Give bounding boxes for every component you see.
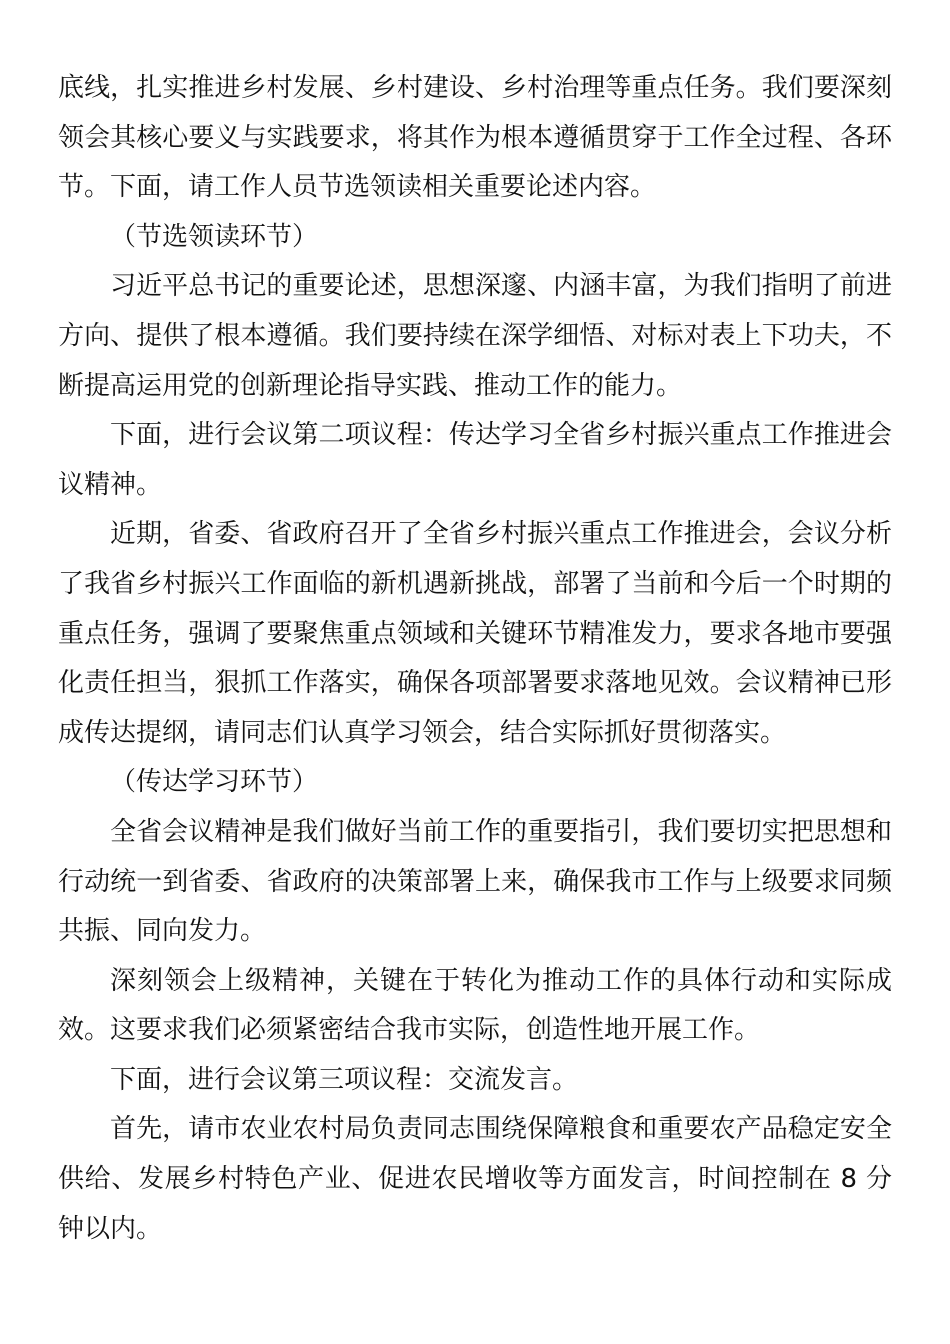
document-body	[58, 64, 892, 1254]
paragraph: 首先，请市农业农村局负责同志围绕保障粮食和重要农产品稳定安全供给、发展乡村特色产业、促进农民增收等方面发言，时间控制在 8 分钟以内。	[58, 1114, 892, 1244]
paragraph: 习近平总书记的重要论述，思想深邃、内涵丰富，为我们指明了前进方向、提供了根本遵循。我们要持续在深学细悟、对标对表上下功夫，不断提高运用党的创新理论指导实践、推动工作的能力。	[58, 271, 892, 401]
paragraph-continuation: 底线，扎实推进乡村发展、乡村建设、乡村治理等重点任务。我们要深刻领会其核心要义与实践要求，将其作为根本遵循贯穿于工作全过程、各环节。下面，请工作人员节选领读相关重要论述内容。	[58, 73, 892, 203]
paragraph: 全省会议精神是我们做好当前工作的重要指引，我们要切实把思想和行动统一到省委、省政府的决策部署上来，确保我市工作与上级要求同频共振、同向发力。	[58, 816, 892, 947]
section-note-study: （传达学习环节）	[110, 767, 319, 798]
agenda-item-two: 下面，进行会议第二项议程：传达学习全省乡村振兴重点工作推进会议精神。	[58, 420, 892, 500]
paragraph: 近期，省委、省政府召开了全省乡村振兴重点工作推进会，会议分析了我省乡村振兴工作面临的新机遇新挑战，部署了当前和今后一个时期的重点任务，强调了要聚焦重点领域和关键环节精准发力，要求各地市要强化责任担当，狠抓工作落实，确保各项部署要求落地见效。会议精神已形成传达提纲，请同志们认真学习领会，结合实际抓好贯彻落实。	[58, 519, 892, 748]
paragraph: 深刻领会上级精神，关键在于转化为推动工作的具体行动和实际成效。这要求我们必须紧密结合我市实际，创造性地开展工作。	[58, 965, 892, 1046]
section-note-reading: （节选领读环节）	[110, 221, 319, 252]
agenda-item-three: 下面，进行会议第三项议程：交流发言。	[110, 1064, 579, 1095]
